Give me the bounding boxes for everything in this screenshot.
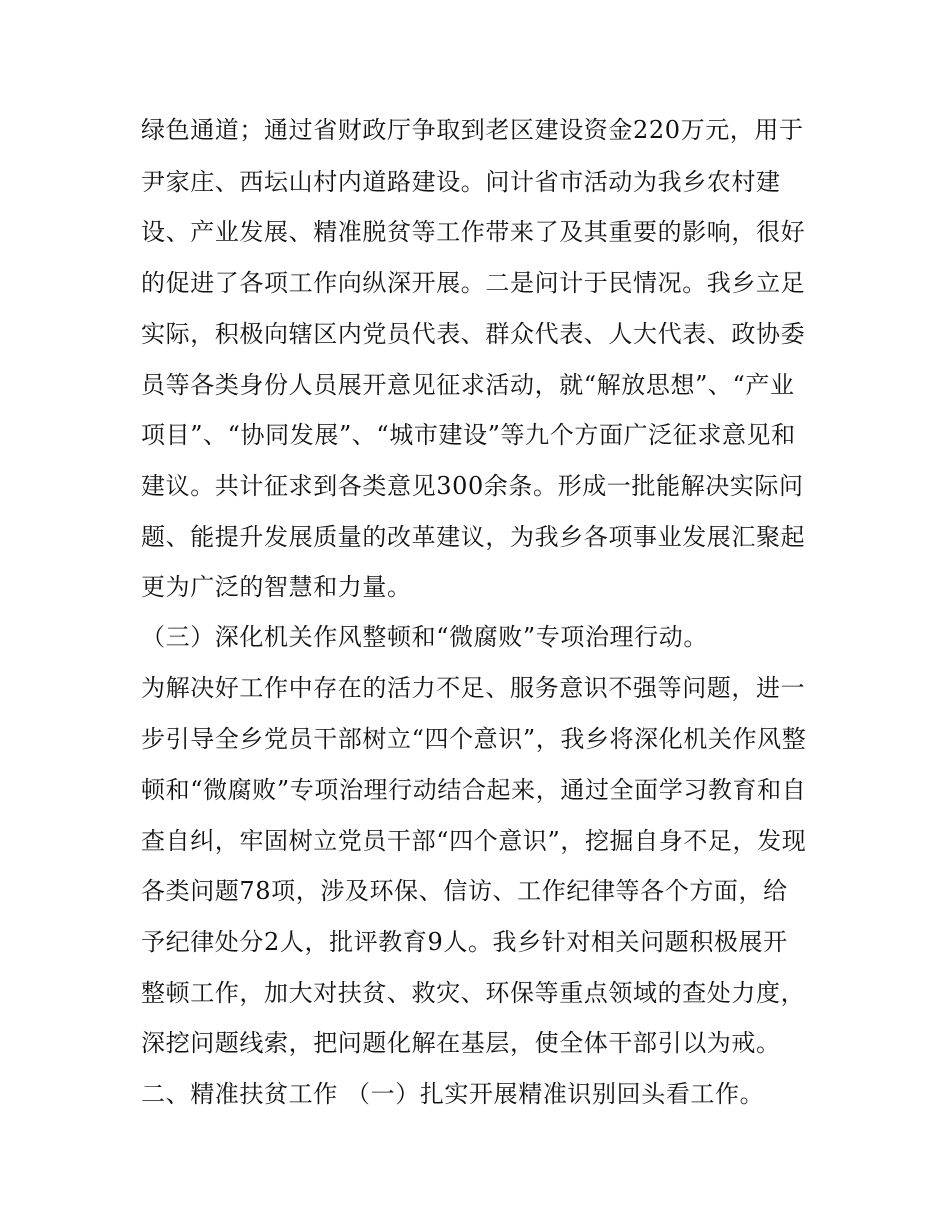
- text-line: 项目”、“协同发展”、“城市建设”等九个方面广泛征求意见和: [141, 421, 796, 449]
- text-line: 整顿工作，加大对扶贫、救灾、环保等重点领域的查处力度，: [141, 979, 806, 1007]
- text-line: 为解决好工作中存在的活力不足、服务意识不强等问题，进一: [141, 674, 806, 702]
- text-line: 深挖问题线索，把问题化解在基层，使全体干部引以为戒。: [141, 1029, 781, 1057]
- text-line: 的促进了各项工作向纵深开展。二是问计于民情况。我乡立足: [141, 269, 806, 297]
- text-line: 步引导全乡党员干部树立“四个意识”，我乡将深化机关作风整: [141, 725, 807, 753]
- text-line: 更为广泛的智慧和力量。: [141, 573, 412, 601]
- text-line: 顿和“微腐败”专项治理行动结合起来，通过全面学习教育和自: [141, 776, 807, 804]
- text-line: 设、产业发展、精准脱贫等工作带来了及其重要的影响，很好: [141, 218, 806, 246]
- text-line: 题、能提升发展质量的改革建议，为我乡各项事业发展汇聚起: [141, 523, 806, 551]
- section-heading: （三）深化机关作风整顿和“微腐败”专项治理行动。: [141, 623, 708, 651]
- text-line: 员等各类身份人员展开意见征求活动，就“解放思想”、“产业: [141, 371, 795, 399]
- text-line: 查自纠，牢固树立党员干部“四个意识”，挖掘自身不足，发现: [141, 827, 807, 855]
- text-line: 各类问题78项，涉及环保、信访、工作纪律等各个方面，给: [141, 877, 788, 905]
- text-line: 建议。共计征求到各类意见300余条。形成一批能解决实际问: [141, 472, 804, 500]
- text-line: 实际，积极向辖区内党员代表、群众代表、人大代表、政协委: [141, 320, 806, 348]
- text-line: 予纪律处分2人，批评教育9人。我乡针对相关问题积极展开: [141, 928, 788, 956]
- text-line: 尹家庄、西坛山村内道路建设。问计省市活动为我乡农村建: [141, 168, 781, 196]
- text-line: 绿色通道；通过省财政厅争取到老区建设资金220万元，用于: [141, 116, 804, 144]
- section-heading: 二、精准扶贫工作 （一）扎实开展精准识别回头看工作。: [141, 1080, 765, 1108]
